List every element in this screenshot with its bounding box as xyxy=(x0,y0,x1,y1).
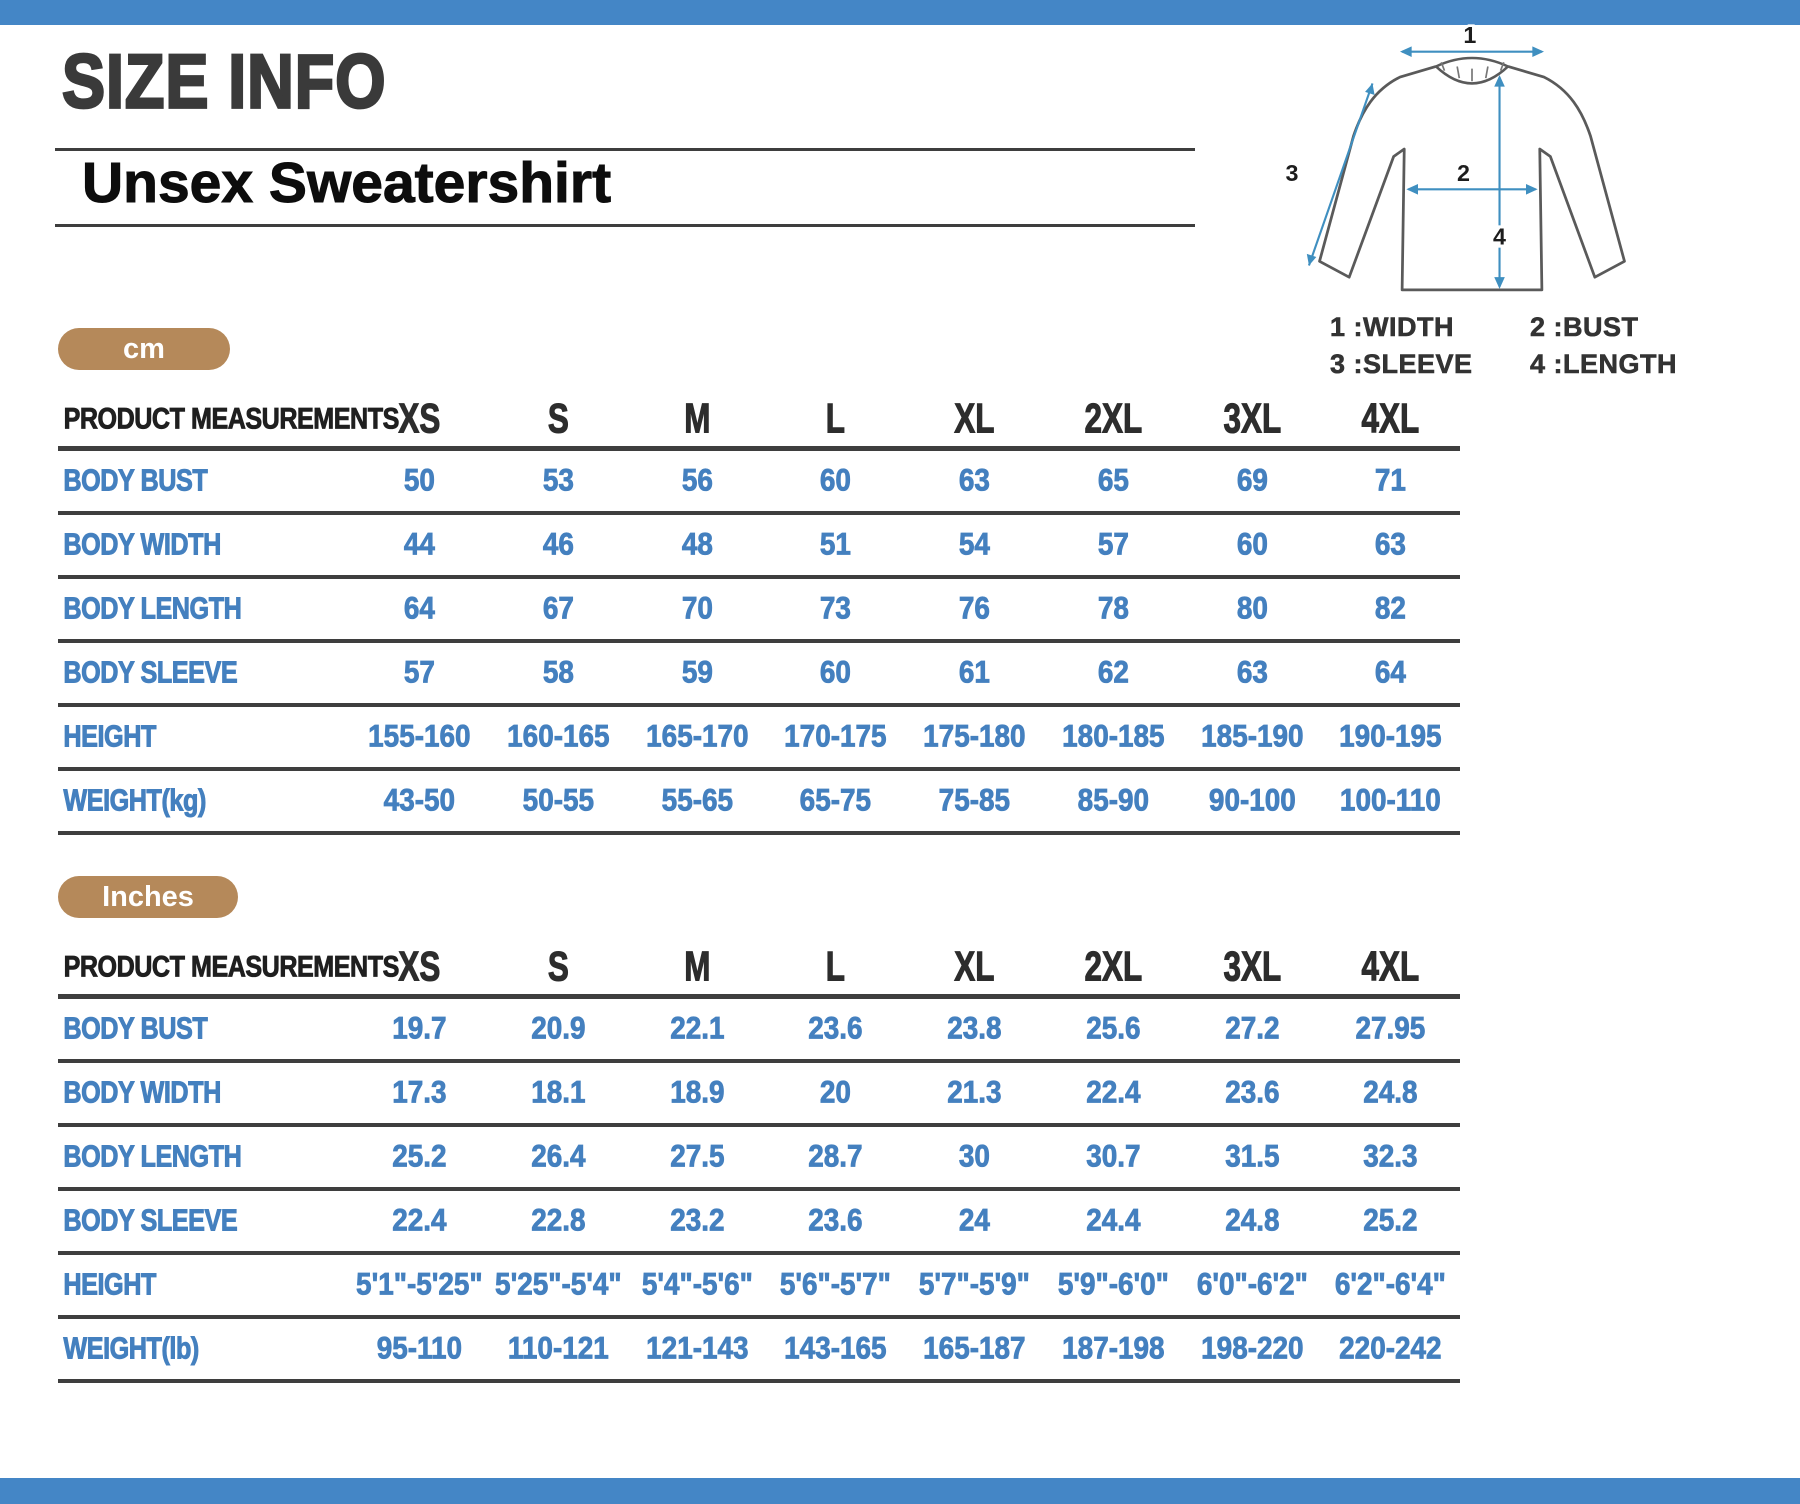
measurement-value: 5'4"-5'6" xyxy=(641,1267,753,1302)
measurement-value: 21.3 xyxy=(947,1075,1002,1110)
measurement-row-body-length xyxy=(58,579,1460,643)
measurement-value: 76 xyxy=(958,591,990,626)
measurement-row-weight-kg xyxy=(58,771,1460,835)
sweatshirt-diagram-drawing xyxy=(1272,22,1672,310)
measurement-value: 165-187 xyxy=(923,1331,1026,1366)
inches-unit-badge xyxy=(58,876,238,918)
arrowhead xyxy=(1406,184,1418,195)
measurement-row-body-sleeve xyxy=(58,643,1460,707)
measurement-value: 51 xyxy=(820,527,852,562)
measurement-value: 73 xyxy=(820,591,852,626)
measurement-value: 100-110 xyxy=(1340,783,1442,818)
measurement-value: 44 xyxy=(403,527,435,562)
page-title: SIZE INFO xyxy=(62,39,387,125)
inches-section xyxy=(58,876,1460,1383)
measurement-row-weight-lb xyxy=(58,1319,1460,1383)
measurement-row-label: BODY SLEEVE xyxy=(63,655,238,690)
measurement-value: 20 xyxy=(820,1075,852,1110)
arrowhead xyxy=(1365,83,1375,95)
sleeve-arrow-number: 3 xyxy=(1285,159,1299,186)
measurement-value: 65-75 xyxy=(799,783,872,818)
measurement-value: 61 xyxy=(958,655,990,690)
measurement-row-label: BODY BUST xyxy=(63,1011,208,1046)
cm-unit-badge xyxy=(58,328,230,370)
measurement-value: 24.8 xyxy=(1224,1203,1280,1238)
measurement-value: 27.2 xyxy=(1224,1011,1280,1046)
measurement-value: 27.95 xyxy=(1355,1011,1426,1046)
arrowhead xyxy=(1494,277,1505,289)
measurement-value: 23.6 xyxy=(808,1011,863,1046)
measurement-row-label: WEIGHT(kg) xyxy=(63,783,206,818)
table-header-row xyxy=(58,392,1460,451)
measurement-value: 6'0"-6'2" xyxy=(1196,1267,1308,1302)
measurement-value: 82 xyxy=(1375,591,1407,626)
legend-width: 1 :WIDTH xyxy=(1330,312,1454,342)
measurement-row-label: HEIGHT xyxy=(63,719,156,754)
measurement-value: 20.9 xyxy=(530,1011,586,1046)
size-column-header-xs: XS xyxy=(398,395,441,442)
measurement-value: 19.7 xyxy=(392,1011,447,1046)
measurement-row-label: BODY SLEEVE xyxy=(63,1203,238,1238)
measurement-value: 175-180 xyxy=(923,719,1026,754)
size-column-header-xl: XL xyxy=(954,395,995,442)
measurement-value: 165-170 xyxy=(645,719,749,754)
size-column-header-xs: XS xyxy=(398,943,441,990)
measurement-row-height xyxy=(58,707,1460,771)
product-measurements-label: PRODUCT MEASUREMENTS xyxy=(63,402,399,435)
measurement-row-body-bust xyxy=(58,999,1460,1063)
size-column-header-2xl: 2XL xyxy=(1084,395,1142,442)
measurement-row-label: BODY LENGTH xyxy=(63,1139,242,1174)
measurement-value: 63 xyxy=(958,463,990,498)
measurement-value: 57 xyxy=(403,655,435,690)
measurement-value: 22.4 xyxy=(1085,1075,1141,1110)
measurement-value: 57 xyxy=(1097,527,1129,562)
measurement-value: 53 xyxy=(542,463,574,498)
measurement-value: 18.1 xyxy=(530,1075,586,1110)
inches-unit-badge-label: Inches xyxy=(102,880,194,913)
size-column-header-3xl: 3XL xyxy=(1223,943,1281,990)
size-column-header-3xl: 3XL xyxy=(1223,395,1281,442)
measurement-value: 198-220 xyxy=(1200,1331,1304,1366)
measurement-value: 69 xyxy=(1236,463,1268,498)
measurement-row-label: BODY WIDTH xyxy=(63,527,221,562)
arrowhead xyxy=(1400,46,1412,57)
arrowhead xyxy=(1532,46,1544,57)
size-column-header-s: S xyxy=(547,395,569,442)
bust-arrow-number: 2 xyxy=(1457,159,1471,186)
measurement-value: 22.4 xyxy=(392,1203,447,1238)
product-measurements-label: PRODUCT MEASUREMENTS xyxy=(63,950,399,983)
measurement-value: 155-160 xyxy=(368,719,471,754)
measurement-value: 62 xyxy=(1097,655,1129,690)
size-column-header-l: L xyxy=(826,943,846,990)
measurement-value: 60 xyxy=(1236,527,1268,562)
legend-bust: 2 :BUST xyxy=(1530,312,1639,342)
measurement-value: 58 xyxy=(542,655,574,690)
measurement-value: 50 xyxy=(403,463,435,498)
measurement-value: 23.6 xyxy=(808,1203,863,1238)
measurement-value: 143-165 xyxy=(784,1331,887,1366)
measurement-value: 25.6 xyxy=(1085,1011,1141,1046)
measurement-value: 5'1"-5'25" xyxy=(356,1267,483,1302)
measurement-value: 80 xyxy=(1236,591,1268,626)
measurement-row-body-sleeve xyxy=(58,1191,1460,1255)
measurement-value: 23.2 xyxy=(669,1203,725,1238)
measurement-value: 24.4 xyxy=(1085,1203,1141,1238)
measurement-value: 48 xyxy=(681,527,713,562)
measurement-value: 46 xyxy=(542,527,574,562)
measurement-value: 5'25"-5'4" xyxy=(494,1267,622,1302)
measurement-value: 5'6"-5'7" xyxy=(780,1267,892,1302)
measurement-value: 23.6 xyxy=(1224,1075,1280,1110)
measurement-row-label: WEIGHT(lb) xyxy=(63,1331,199,1366)
measurement-value: 59 xyxy=(681,655,713,690)
measurement-value: 24.8 xyxy=(1363,1075,1418,1110)
measurement-value: 85-90 xyxy=(1077,783,1149,818)
measurement-value: 30 xyxy=(958,1139,990,1174)
measurement-value: 121-143 xyxy=(645,1331,749,1366)
measurement-value: 56 xyxy=(681,463,713,498)
measurement-value: 25.2 xyxy=(392,1139,447,1174)
measurement-value: 170-175 xyxy=(784,719,887,754)
size-column-header-l: L xyxy=(826,395,846,442)
measurement-value: 60 xyxy=(820,463,852,498)
measurement-row-height xyxy=(58,1255,1460,1319)
size-column-header-2xl: 2XL xyxy=(1084,943,1142,990)
measurement-value: 63 xyxy=(1236,655,1268,690)
measurement-value: 75-85 xyxy=(938,783,1011,818)
measurement-value: 5'7"-5'9" xyxy=(918,1267,1030,1302)
cm-size-table xyxy=(58,392,1460,835)
sweatshirt-outline xyxy=(1320,66,1625,289)
measurement-value: 187-198 xyxy=(1061,1331,1165,1366)
length-arrow-number: 4 xyxy=(1493,223,1507,250)
measurement-row-body-bust xyxy=(58,451,1460,515)
measurement-value: 6'2"-6'4" xyxy=(1335,1267,1447,1302)
measurement-value: 17.3 xyxy=(392,1075,447,1110)
measurement-value: 22.8 xyxy=(530,1203,586,1238)
measurement-row-label: BODY WIDTH xyxy=(63,1075,221,1110)
size-column-header-s: S xyxy=(547,943,569,990)
arrowhead xyxy=(1526,184,1538,195)
measurement-value: 60 xyxy=(820,655,852,690)
title-divider-bottom xyxy=(55,224,1195,227)
measurement-value: 5'9"-6'0" xyxy=(1057,1267,1169,1302)
measurement-value: 185-190 xyxy=(1200,719,1304,754)
measurement-value: 95-110 xyxy=(376,1331,463,1366)
size-column-header-m: M xyxy=(683,395,710,442)
measurement-value: 190-195 xyxy=(1339,719,1442,754)
table-header-row xyxy=(58,940,1460,999)
legend-length: 4 :LENGTH xyxy=(1530,349,1678,379)
measurement-value: 27.5 xyxy=(669,1139,725,1174)
measurement-value: 220-242 xyxy=(1339,1331,1442,1366)
collar-outer xyxy=(1436,58,1508,66)
measurement-value: 26.4 xyxy=(530,1139,586,1174)
measurement-value: 30.7 xyxy=(1085,1139,1141,1174)
measurement-row-body-width xyxy=(58,1063,1460,1127)
size-column-header-m: M xyxy=(683,943,710,990)
arrowhead xyxy=(1307,254,1317,266)
measurement-value: 32.3 xyxy=(1363,1139,1418,1174)
measurement-value: 63 xyxy=(1375,527,1407,562)
measurement-value: 64 xyxy=(403,591,435,626)
measurement-value: 55-65 xyxy=(661,783,733,818)
measurement-row-label: HEIGHT xyxy=(63,1267,156,1302)
size-column-header-4xl: 4XL xyxy=(1361,943,1420,990)
measurement-value: 64 xyxy=(1375,655,1407,690)
measurement-value: 24 xyxy=(958,1203,990,1238)
measurement-value: 71 xyxy=(1375,463,1407,498)
measurement-value: 54 xyxy=(958,527,990,562)
product-name: Unsex Sweatershirt xyxy=(82,151,612,215)
measurement-value: 50-55 xyxy=(522,783,594,818)
measurement-value: 23.8 xyxy=(947,1011,1002,1046)
measurement-value: 90-100 xyxy=(1208,783,1296,818)
width-arrow-number: 1 xyxy=(1463,22,1477,49)
measurement-value: 25.2 xyxy=(1363,1203,1418,1238)
measurement-row-label: BODY BUST xyxy=(63,463,208,498)
bottom-accent-bar xyxy=(0,1478,1800,1504)
measurement-value: 160-165 xyxy=(506,719,610,754)
measurement-value: 31.5 xyxy=(1224,1139,1280,1174)
measurement-value: 65 xyxy=(1097,463,1129,498)
measurement-value: 28.7 xyxy=(808,1139,863,1174)
inches-size-table xyxy=(58,940,1460,1383)
measurement-value: 78 xyxy=(1097,591,1129,626)
measurement-value: 43-50 xyxy=(383,783,456,818)
size-column-header-xl: XL xyxy=(954,943,995,990)
measurement-row-body-width xyxy=(58,515,1460,579)
measurement-value: 18.9 xyxy=(669,1075,725,1110)
sweatshirt-measurement-diagram xyxy=(1272,22,1692,380)
measurement-value: 70 xyxy=(681,591,713,626)
measurement-value: 110-121 xyxy=(507,1331,609,1366)
measurement-row-body-length xyxy=(58,1127,1460,1191)
measurement-value: 180-185 xyxy=(1061,719,1165,754)
legend-sleeve: 3 :SLEEVE xyxy=(1330,349,1473,379)
measurement-value: 67 xyxy=(542,591,574,626)
measurement-value: 22.1 xyxy=(669,1011,725,1046)
measurement-row-label: BODY LENGTH xyxy=(63,591,242,626)
cm-unit-badge-label: cm xyxy=(123,332,165,365)
cm-section xyxy=(58,328,1460,835)
size-column-header-4xl: 4XL xyxy=(1361,395,1420,442)
